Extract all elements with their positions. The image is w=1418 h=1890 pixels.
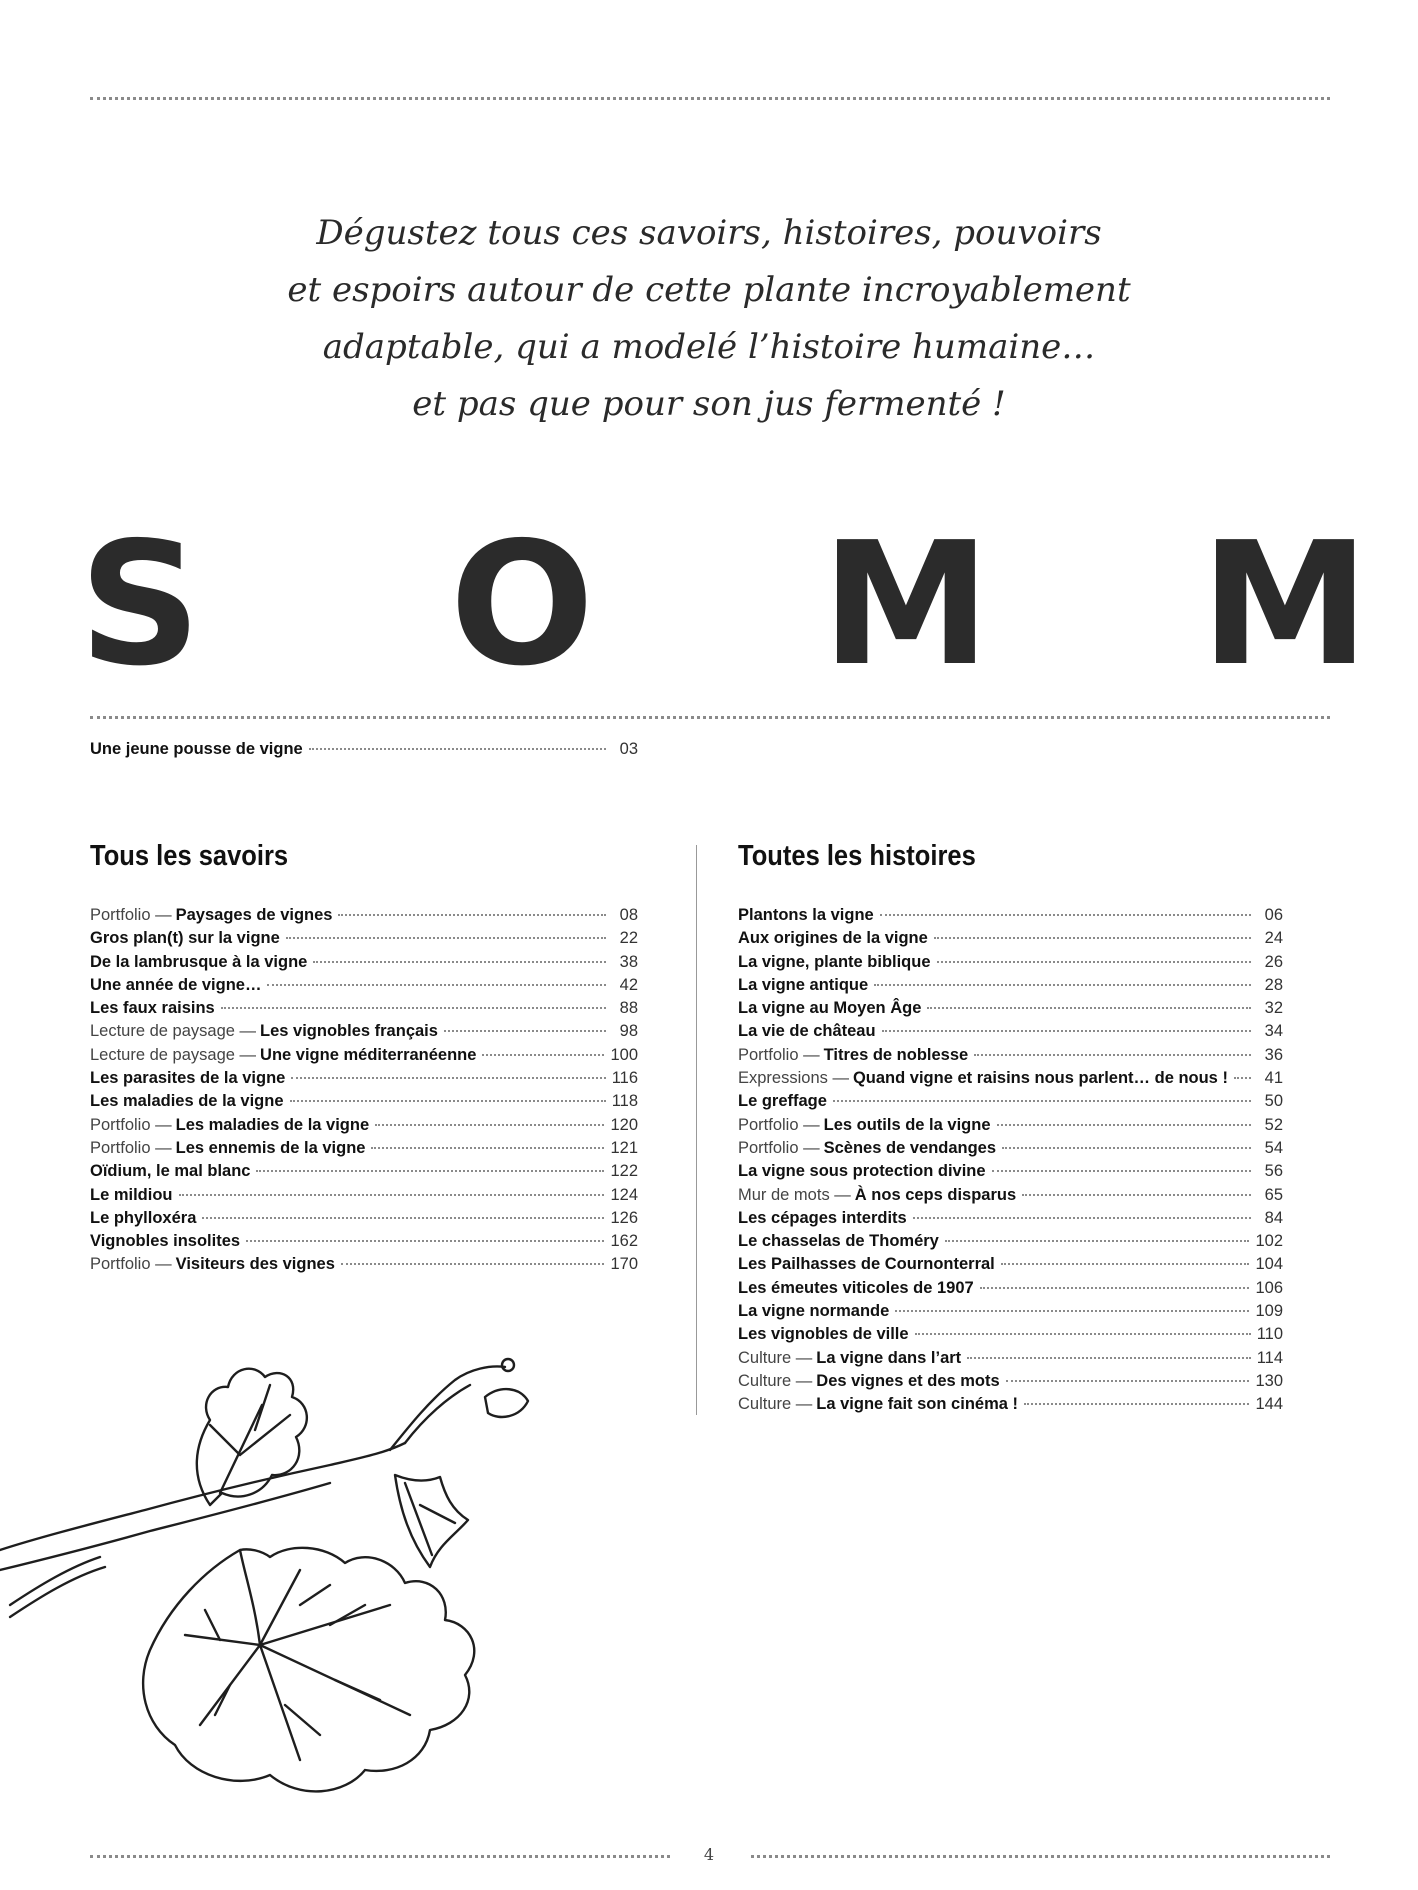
toc-leader-dots <box>1006 1380 1250 1382</box>
toc-entry-title: Une vigne méditerranéenne <box>260 1045 477 1064</box>
toc-entry-category: Mur de mots — <box>738 1185 851 1204</box>
toc-entry-category: Portfolio — <box>738 1045 820 1064</box>
toc-entry-title: Le phylloxéra <box>90 1208 197 1227</box>
toc-entry-title: Le mildiou <box>90 1185 173 1204</box>
toc-entry[interactable] <box>90 904 638 927</box>
toc-leader-dots <box>341 1263 605 1265</box>
toc-entry[interactable] <box>90 974 638 997</box>
toc-entry-title: De la lambrusque à la vigne <box>90 952 308 971</box>
toc-entry-page: 36 <box>1264 1045 1283 1064</box>
toc-entry-title: La vigne, plante biblique <box>738 952 931 971</box>
toc-entry-page: 50 <box>1264 1092 1283 1111</box>
toc-leader-dots <box>967 1357 1251 1359</box>
toc-entry-page: 106 <box>1255 1278 1283 1297</box>
toc-entry-page: 122 <box>610 1162 638 1181</box>
toc-entry-title: Les maladies de la vigne <box>90 1092 284 1111</box>
toc-entry[interactable] <box>738 1253 1283 1276</box>
toc-entry-page: 162 <box>610 1232 638 1251</box>
title-dotted-rule <box>90 716 1330 719</box>
toc-entry-page: 84 <box>1264 1208 1283 1227</box>
toc-leader-dots <box>286 937 606 939</box>
toc-entry[interactable] <box>90 1114 638 1137</box>
toc-entry-page: 170 <box>610 1255 638 1274</box>
toc-entry-page: 56 <box>1264 1162 1283 1181</box>
quote-line: et espoirs autour de cette plante incroyablement <box>287 270 1131 310</box>
toc-entry-page: 109 <box>1255 1302 1283 1321</box>
toc-entry-title: Les vignobles français <box>260 1022 438 1041</box>
toc-entry[interactable] <box>90 1044 638 1067</box>
toc-entry-title: Des vignes et des mots <box>816 1371 1000 1390</box>
toc-entry-page: 65 <box>1264 1185 1283 1204</box>
toc-entry-category: Culture — <box>738 1395 813 1414</box>
toc-entry-page: 38 <box>619 952 638 971</box>
toc-entry-page: 88 <box>619 999 638 1018</box>
toc-entry-page: 22 <box>619 929 638 948</box>
toc-leader-dots <box>895 1310 1249 1312</box>
toc-leader-dots <box>313 961 606 963</box>
toc-entry[interactable] <box>90 951 638 974</box>
toc-entry[interactable] <box>90 1160 638 1183</box>
toc-entry-title: À nos ceps disparus <box>854 1185 1017 1204</box>
toc-leader-dots <box>246 1240 604 1242</box>
toc-leader-dots <box>974 1054 1251 1056</box>
toc-entry-title: Scènes de vendanges <box>823 1138 997 1157</box>
toc-leader-dots <box>882 1030 1251 1032</box>
savoirs-list <box>90 904 638 1277</box>
toc-entry[interactable] <box>738 974 1283 997</box>
toc-entry-title: La vigne antique <box>738 975 869 994</box>
toc-entry-page: 54 <box>1264 1138 1283 1157</box>
toc-entry-title: La vigne au Moyen Âge <box>738 999 922 1018</box>
toc-entry[interactable] <box>738 1323 1283 1346</box>
toc-entry-title: Les faux raisins <box>90 999 215 1018</box>
toc-leader-dots <box>1001 1263 1250 1265</box>
toc-leader-dots <box>482 1054 604 1056</box>
toc-leader-dots <box>267 984 606 986</box>
toc-entry[interactable] <box>738 1090 1283 1113</box>
toc-entry[interactable] <box>738 1067 1283 1090</box>
toc-entry[interactable] <box>738 951 1283 974</box>
toc-entry-title: Paysages de vignes <box>175 906 333 924</box>
toc-entry-category: Culture — <box>738 1371 813 1390</box>
toc-entry[interactable] <box>738 904 1283 927</box>
toc-leader-dots <box>945 1240 1250 1242</box>
toc-leader-dots <box>221 1007 606 1009</box>
top-dotted-rule <box>90 97 1330 100</box>
vine-branch-illustration <box>0 1305 540 1805</box>
toc-entry-title: La vigne sous protection divine <box>738 1162 986 1181</box>
toc-leader-dots <box>980 1287 1250 1289</box>
toc-entry[interactable] <box>90 1090 638 1113</box>
toc-leader-dots <box>371 1147 604 1149</box>
toc-entry-title: Le chasselas de Thoméry <box>738 1232 939 1251</box>
toc-entry[interactable] <box>738 1300 1283 1323</box>
intro-quote <box>0 205 1418 433</box>
toc-entry-title: Les maladies de la vigne <box>175 1115 370 1134</box>
toc-entry[interactable] <box>90 1253 638 1276</box>
toc-entry-page: 32 <box>1264 999 1283 1018</box>
toc-entry[interactable] <box>738 1347 1283 1370</box>
toc-savoirs-column <box>90 838 638 1277</box>
toc-entry-title: Aux origines de la vigne <box>738 929 928 948</box>
toc-entry-page: 102 <box>1255 1232 1283 1251</box>
toc-entry-page: 126 <box>610 1208 638 1227</box>
toc-entry-title: La vigne normande <box>738 1302 890 1321</box>
toc-entry-page: 120 <box>610 1115 638 1134</box>
toc-entry-category: Lecture de paysage — <box>90 1022 257 1041</box>
toc-entry-page: 06 <box>1264 906 1283 924</box>
toc-entry-page: 124 <box>610 1185 638 1204</box>
toc-entry[interactable] <box>738 1393 1283 1416</box>
toc-leader-dots <box>992 1170 1251 1172</box>
savoirs-heading: Tous les savoirs <box>90 840 289 872</box>
toc-entry[interactable] <box>738 1230 1283 1253</box>
toc-leader-dots <box>1002 1147 1251 1149</box>
toc-entry-page: 34 <box>1264 1022 1283 1041</box>
toc-entry-title: Une jeune pousse de vigne <box>90 740 303 758</box>
toc-entry-page: 104 <box>1255 1255 1283 1274</box>
toc-entry[interactable] <box>90 1020 638 1043</box>
title-letter: S <box>78 506 202 704</box>
toc-entry[interactable] <box>90 1230 638 1253</box>
toc-entry-page: 110 <box>1256 1325 1283 1344</box>
column-divider <box>696 845 697 1415</box>
toc-entry[interactable] <box>90 1137 638 1160</box>
toc-leader-dots <box>833 1100 1251 1102</box>
toc-entry-title: Les Pailhasses de Cournonterral <box>738 1255 995 1274</box>
toc-entry-title: Quand vigne et raisins nous parlent… de nous ! <box>852 1069 1228 1088</box>
toc-entry[interactable] <box>738 1370 1283 1393</box>
toc-leader-dots <box>309 748 606 750</box>
toc-entry-page: 100 <box>610 1045 638 1064</box>
toc-leader-dots <box>874 984 1251 986</box>
toc-leader-dots <box>937 961 1251 963</box>
toc-entry-title: Oïdium, le mal blanc <box>90 1162 251 1181</box>
toc-entry-title: Les outils de la vigne <box>823 1115 991 1134</box>
toc-leader-dots <box>913 1217 1251 1219</box>
toc-entry-category: Portfolio — <box>738 1115 820 1134</box>
toc-entry-category: Portfolio — <box>90 906 172 924</box>
toc-entry-page: 28 <box>1264 975 1283 994</box>
histoires-list <box>738 904 1283 1417</box>
toc-entry[interactable] <box>738 1114 1283 1137</box>
title-letter: M <box>1200 506 1370 704</box>
toc-entry-page: 26 <box>1264 952 1283 971</box>
toc-entry-title: La vie de château <box>738 1022 876 1041</box>
toc-leader-dots <box>934 937 1251 939</box>
toc-entry[interactable] <box>738 1277 1283 1300</box>
toc-entry-title: Une année de vigne… <box>90 975 262 994</box>
toc-leader-dots <box>444 1030 606 1032</box>
toc-entry-page: 130 <box>1255 1371 1283 1390</box>
toc-entry-page: 98 <box>619 1022 638 1041</box>
toc-entry-title: Visiteurs des vignes <box>175 1255 335 1274</box>
toc-entry[interactable] <box>738 997 1283 1020</box>
toc-entry-category: Portfolio — <box>90 1138 172 1157</box>
toc-entry-title: La vigne fait son cinéma ! <box>816 1395 1018 1414</box>
quote-line: Dégustez tous ces savoirs, histoires, pouvoirs <box>316 213 1102 253</box>
quote-line: et pas que pour son jus fermenté ! <box>412 384 1006 424</box>
toc-leader-dots <box>1022 1194 1251 1196</box>
toc-entry-page: 24 <box>1264 929 1283 948</box>
toc-leader-dots <box>202 1217 604 1219</box>
toc-entry[interactable] <box>90 997 638 1020</box>
toc-entry-title: Gros plan(t) sur la vigne <box>90 929 280 948</box>
toc-entry[interactable] <box>738 1160 1283 1183</box>
toc-leader-dots <box>1024 1403 1249 1405</box>
toc-entry-page: 08 <box>619 906 638 924</box>
toc-leader-dots <box>927 1007 1251 1009</box>
toc-entry-category: Culture — <box>738 1348 813 1367</box>
toc-leader-dots <box>179 1194 605 1196</box>
toc-entry-page: 41 <box>1264 1069 1283 1088</box>
title-letter: O <box>449 506 595 704</box>
toc-leader-dots <box>375 1124 604 1126</box>
toc-entry[interactable] <box>738 1020 1283 1043</box>
toc-entry-title: Les émeutes viticoles de 1907 <box>738 1278 974 1297</box>
toc-intro-entry[interactable] <box>90 738 638 761</box>
toc-leader-dots <box>1234 1077 1251 1079</box>
toc-entry-title: Les parasites de la vigne <box>90 1069 286 1088</box>
toc-entry-category: Lecture de paysage — <box>90 1045 257 1064</box>
toc-entry-page: 03 <box>619 740 638 758</box>
toc-entry[interactable] <box>738 927 1283 950</box>
toc-entry[interactable] <box>90 1207 638 1230</box>
toc-entry-category: Expressions — <box>738 1069 849 1088</box>
toc-entry[interactable] <box>90 1067 638 1090</box>
histoires-heading: Toutes les histoires <box>738 840 976 872</box>
toc-entry-title: Les vignobles de ville <box>738 1325 909 1344</box>
toc-entry-category: Portfolio — <box>738 1138 820 1157</box>
toc-histoires-column <box>738 838 1283 1417</box>
toc-leader-dots <box>997 1124 1251 1126</box>
title-letter: M <box>821 506 991 704</box>
toc-leader-dots <box>338 914 606 916</box>
toc-entry[interactable] <box>738 1184 1283 1207</box>
toc-entry-page: 114 <box>1256 1348 1283 1367</box>
toc-entry-title: Titres de noblesse <box>823 1045 969 1064</box>
toc-entry-category: Portfolio — <box>90 1115 172 1134</box>
page-number: 4 <box>670 1845 748 1864</box>
toc-entry-page: 116 <box>611 1069 638 1088</box>
toc-entry-page: 121 <box>610 1138 638 1157</box>
toc-entry-title: Vignobles insolites <box>90 1232 241 1251</box>
toc-leader-dots <box>880 914 1251 916</box>
toc-leader-dots <box>291 1077 605 1079</box>
toc-entry-page: 52 <box>1264 1115 1283 1134</box>
quote-line: adaptable, qui a modelé l’histoire humaine… <box>322 327 1096 367</box>
toc-entry-title: Plantons la vigne <box>738 906 874 924</box>
toc-entry[interactable] <box>90 927 638 950</box>
toc-entry-title: La vigne dans l’art <box>816 1348 962 1367</box>
toc-leader-dots <box>256 1170 604 1172</box>
toc-entry-page: 42 <box>619 975 638 994</box>
toc-entry[interactable] <box>738 1207 1283 1230</box>
toc-entry[interactable] <box>738 1044 1283 1067</box>
toc-entry[interactable] <box>90 1184 638 1207</box>
toc-leader-dots <box>290 1100 606 1102</box>
toc-entry[interactable] <box>738 1137 1283 1160</box>
toc-entry-title: Les cépages interdits <box>738 1208 907 1227</box>
toc-entry-category: Portfolio — <box>90 1255 172 1274</box>
toc-entry-page: 118 <box>611 1092 638 1111</box>
toc-entry-title: Les ennemis de la vigne <box>175 1138 366 1157</box>
toc-leader-dots <box>915 1333 1251 1335</box>
toc-entry-page: 144 <box>1255 1395 1283 1414</box>
toc-entry-title: Le greffage <box>738 1092 827 1111</box>
